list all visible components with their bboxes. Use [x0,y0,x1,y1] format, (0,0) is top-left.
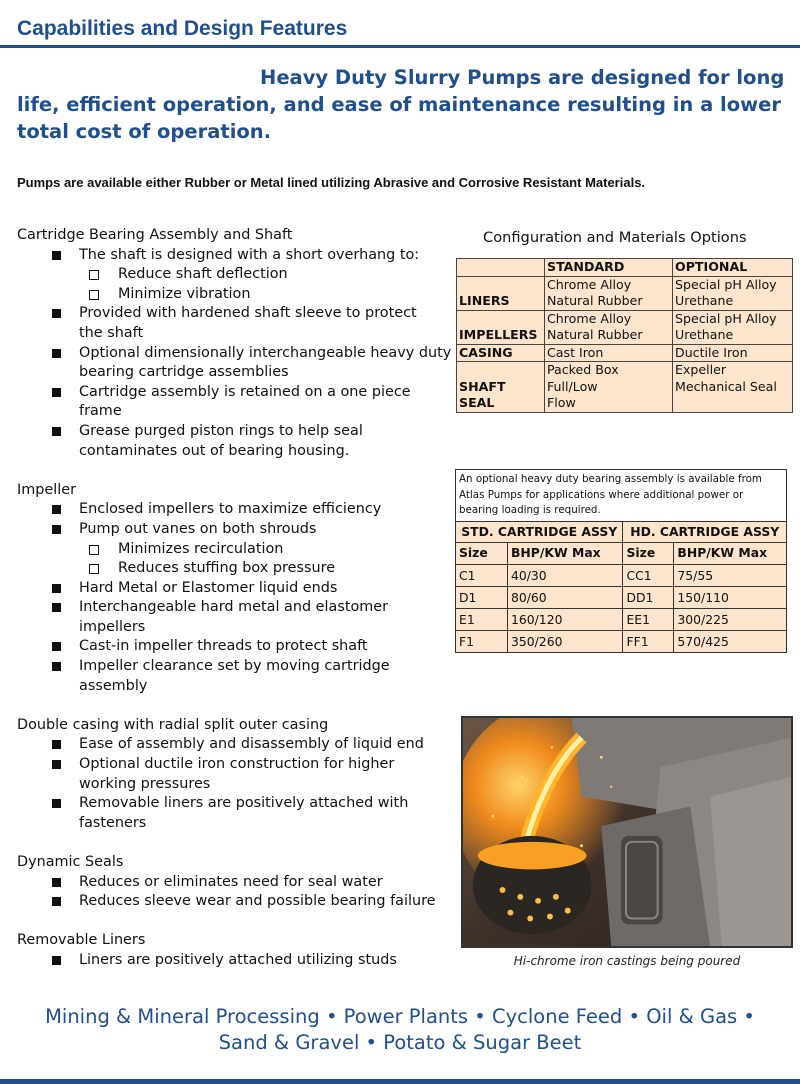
feature-bullet-text: Grease purged piston rings to help seal [79,422,363,439]
bearing-column-header: Size [623,543,674,565]
feature-bullet-text: the shaft [79,324,144,341]
config-cell-line: Chrome Alloy [547,276,632,292]
bearing-cell: 150/110 [674,586,787,608]
feature-bullet [17,304,457,343]
config-cell-line: Urethane [675,327,734,342]
page-header [0,0,800,48]
config-row-label: CASING [457,344,545,362]
feature-sub-bullet-text: Reduces stuffing box pressure [118,560,336,577]
feature-bullet [17,892,457,912]
feature-bullet [17,383,457,422]
feature-bullet-text: Reduces sleeve wear and possible bearing failure [79,893,436,910]
bearing-cell: CC1 [623,564,674,586]
intro-statement: Heavy Duty Slurry Pumps are designed for long life, efficient operation, and ease of maintenance resulting in a lower total cost of operation. [17,66,785,143]
applications-line-1: Mining & Mineral Processing • Power Plants • Cyclone Feed • Oil & Gas • [45,1005,755,1028]
square-bullet-icon [52,251,61,260]
feature-bullet-text: Liners are positively attached utilizing studs [79,951,397,968]
config-cell-line: Mechanical Seal [675,378,777,394]
square-bullet-icon [52,427,61,436]
config-header-cell: OPTIONAL [673,259,793,277]
square-bullet-icon [52,505,61,514]
feature-bullet-text: Removable liners are positively attached with [79,795,409,812]
config-cell-line: Urethane [675,293,734,308]
config-header-row [457,259,793,277]
bearing-cell: 300/225 [674,608,787,630]
bearing-row [456,586,787,608]
feature-section-title: Impeller [17,481,77,498]
feature-bullet-text: contaminates out of bearing housing. [79,442,350,459]
applications-footer [0,1004,800,1056]
castings-photo [461,716,793,948]
square-bullet-icon [52,349,61,358]
square-bullet-icon [52,662,61,671]
bearing-cell: E1 [456,608,508,630]
feature-bullet-text: Cast-in impeller threads to protect shaft [79,638,368,655]
config-optional-cell [673,362,793,413]
bearing-column-row [456,543,787,565]
bearing-group-row [456,521,787,543]
feature-bullet [17,344,457,383]
bearing-cell: 80/60 [507,586,622,608]
feature-bullet [17,598,457,637]
section-spacer [17,833,457,853]
config-cell-line: Special pH Alloy [675,310,777,326]
feature-sub-bullet-text: Minimize vibration [118,285,251,302]
square-bullet-icon [52,897,61,906]
bearing-note-row [456,470,787,522]
bearing-cell: FF1 [623,630,674,652]
square-bullet-icon [52,956,61,965]
bearing-cell: C1 [456,564,508,586]
feature-bullet-text: Provided with hardened shaft sleeve to protect [79,305,417,322]
config-header-cell [457,259,545,277]
feature-bullet [17,873,457,893]
feature-bullet-text: working pressures [79,775,211,792]
config-materials-table [456,258,793,413]
feature-bullet-text: Interchangeable hard metal and elastomer [79,599,389,616]
bearing-cell: F1 [456,630,508,652]
feature-section-title: Double casing with radial split outer casing [17,716,329,733]
bearing-column-header: BHP/KW Max [674,543,787,565]
config-cell-line: Expeller [675,362,727,377]
bearing-row [456,564,787,586]
bearing-cell: 350/260 [507,630,622,652]
feature-bullet-text: fasteners [79,814,147,831]
config-cell-line: Flow [547,395,576,410]
feature-bullet-text: Reduces or eliminates need for seal water [79,873,383,890]
config-standard-cell [545,310,673,344]
bearing-note: An optional heavy duty bearing assembly is available from Atlas Pumps for applications where additional power or bearing loading is required. [456,470,787,522]
bearing-cell: DD1 [623,586,674,608]
config-row-label: SHAFT SEAL [457,362,545,413]
feature-section-title: Removable Liners [17,932,146,949]
feature-bullet [17,500,457,520]
section-spacer [17,461,457,481]
feature-sub-bullet-text: Reduce shaft deflection [118,266,288,283]
applications-line-2: Sand & Gravel • Potato & Sugar Beet [218,1031,582,1054]
config-standard-cell [545,362,673,413]
feature-bullet-text: Hard Metal or Elastomer liquid ends [79,579,338,596]
feature-bullet-text: Enclosed impellers to maximize efficiency [79,501,382,518]
bearing-assembly-table [455,469,787,653]
bearing-column-header: BHP/KW Max [507,543,622,565]
config-cell-line: Chrome Alloy [547,310,632,326]
footer-rule [0,1079,800,1084]
config-row-label: LINERS [457,276,545,310]
feature-sub-bullet-text: Minimizes recirculation [118,540,284,557]
bearing-cell: 75/55 [674,564,787,586]
feature-bullet [17,735,457,755]
checkbox-bullet-icon [89,545,99,555]
feature-bullet-text: Ease of assembly and disassembly of liquid end [79,736,424,753]
config-standard-cell [545,344,673,362]
feature-sub-bullet [17,540,457,560]
feature-section-title: Cartridge Bearing Assembly and Shaft [17,227,293,243]
square-bullet-icon [52,603,61,612]
feature-bullet [17,794,457,833]
bearing-cell: 160/120 [507,608,622,630]
config-row [457,276,793,310]
checkbox-bullet-icon [89,290,99,300]
bearing-column-header: Size [456,543,508,565]
feature-section-title: Dynamic Seals [17,854,124,870]
photo-caption: Hi-chrome iron castings being poured [513,954,741,968]
config-header-cell: STANDARD [545,259,673,277]
section-spacer [17,696,457,716]
features-list [17,226,457,971]
feature-bullet-text: assembly [79,677,148,694]
feature-bullet [17,637,457,657]
feature-bullet [17,246,457,266]
bearing-row [456,630,787,652]
square-bullet-icon [52,584,61,593]
bearing-cell: 40/30 [507,564,622,586]
section-spacer [17,912,457,932]
feature-bullet [17,520,457,540]
feature-bullet [17,657,457,696]
square-bullet-icon [52,525,61,534]
config-cell-line: Special pH Alloy [675,276,777,292]
square-bullet-icon [52,799,61,808]
bearing-cell: EE1 [623,608,674,630]
config-cell-line: Packed Box Full/Low [547,362,619,394]
feature-sub-bullet [17,265,457,285]
header-rule [0,45,800,48]
square-bullet-icon [52,309,61,318]
feature-bullet-text: Optional ductile iron construction for higher [79,756,395,773]
config-cell-line: Natural Rubber [547,293,643,308]
feature-bullet-text: Impeller clearance set by moving cartridge [79,658,390,675]
square-bullet-icon [52,388,61,397]
config-standard-cell [545,276,673,310]
castings-photo-image [463,718,791,946]
config-row [457,310,793,344]
bearing-group-header: HD. CARTRIDGE ASSY [623,521,787,543]
square-bullet-icon [52,642,61,651]
feature-bullet [17,951,457,971]
feature-bullet [17,579,457,599]
checkbox-bullet-icon [89,270,99,280]
square-bullet-icon [52,740,61,749]
checkbox-bullet-icon [89,564,99,574]
feature-bullet-text: frame [79,403,122,420]
config-cell-line: Cast Iron [547,344,604,360]
config-table-caption: Configuration and Materials Options [483,229,747,246]
config-row [457,362,793,413]
availability-note: Pumps are available either Rubber or Metal lined utilizing Abrasive and Corrosive Resistant Materials. [17,175,646,190]
square-bullet-icon [52,878,61,887]
config-optional-cell [673,344,793,362]
config-cell-line: Natural Rubber [547,327,643,342]
square-bullet-icon [52,760,61,769]
bearing-row [456,608,787,630]
feature-bullet-text: Optional dimensionally interchangeable heavy duty [79,344,452,361]
feature-bullet-text: bearing cartridge assemblies [79,364,289,381]
bearing-cell: 570/425 [674,630,787,652]
bearing-group-header: STD. CARTRIDGE ASSY [456,521,623,543]
feature-bullet-text: Pump out vanes on both shrouds [79,520,317,537]
bearing-cell: D1 [456,586,508,608]
config-optional-cell [673,276,793,310]
feature-bullet [17,422,457,461]
config-cell-line: Ductile Iron [675,344,748,360]
feature-bullet [17,755,457,794]
feature-bullet-text: The shaft is designed with a short overhang to: [79,246,420,263]
config-row [457,344,793,362]
section-title: Capabilities and Design Features [17,17,348,40]
feature-sub-bullet [17,559,457,579]
feature-bullet-text: Cartridge assembly is retained on a one piece [79,383,411,400]
config-optional-cell [673,310,793,344]
feature-bullet-text: impellers [79,618,146,635]
feature-sub-bullet [17,285,457,305]
config-row-label: IMPELLERS [457,310,545,344]
